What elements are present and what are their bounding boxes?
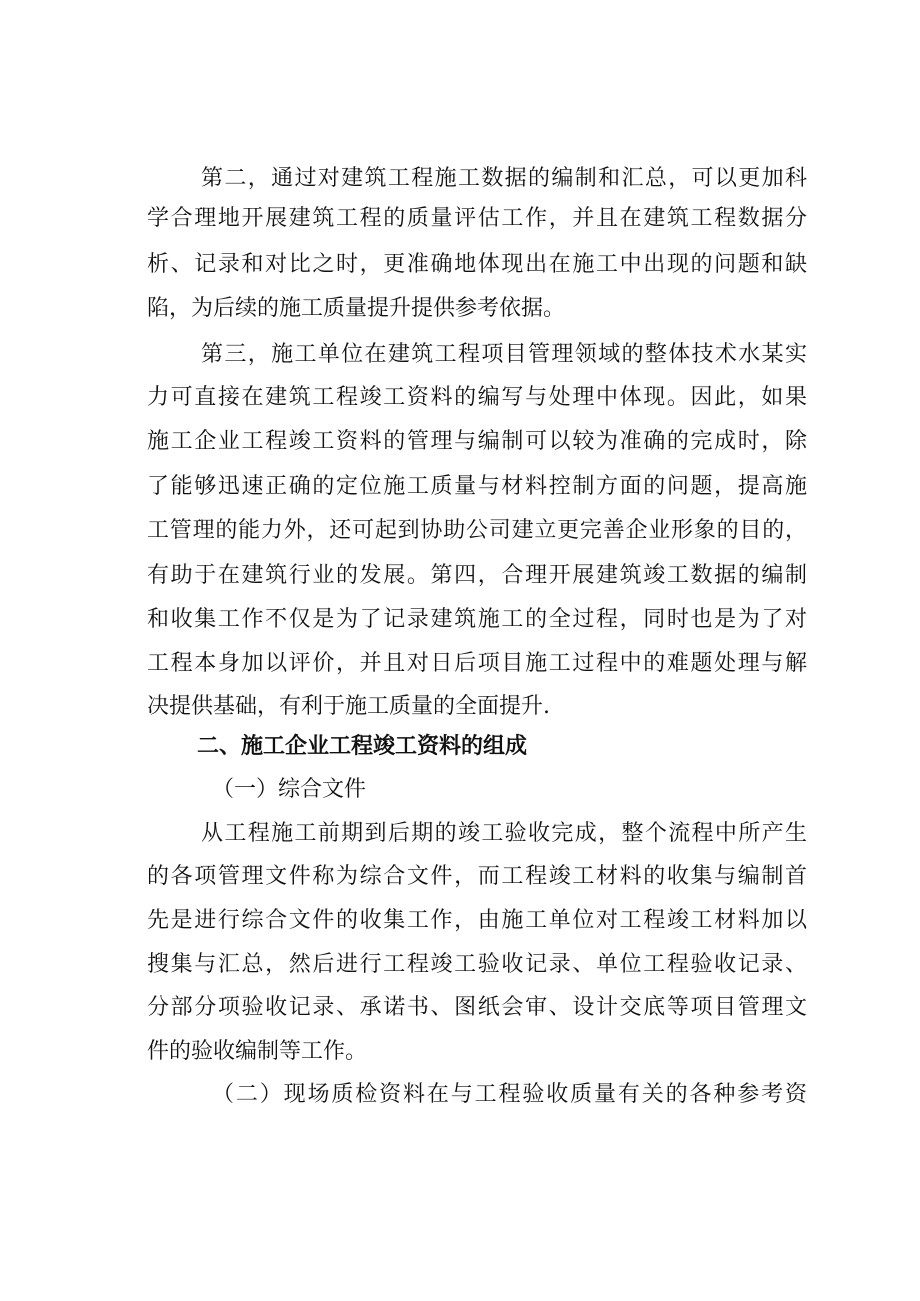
paragraph-third-line-7: 和收集工作不仅是为了记录建筑施工的全过程，同时也是为了对 bbox=[147, 607, 807, 632]
paragraph-fourth-line-6: 件的验收编制等工作。 bbox=[147, 1039, 368, 1064]
section-heading: 二、施工企业工程竣工资料的组成 bbox=[197, 734, 528, 759]
paragraph-fourth-line-1: 从工程施工前期到后期的竣工验收完成，整个流程中所产生 bbox=[201, 821, 807, 846]
paragraph-second-line-3: 析、记录和对比之时，更准确地体现出在施工中出现的问题和缺 bbox=[147, 252, 807, 277]
paragraph-fourth-line-4: 搜集与汇总，然后进行工程竣工验收记录、单位工程验收记录、 bbox=[147, 952, 807, 977]
paragraph-fourth-line-3: 先是进行综合文件的收集工作，由施工单位对工程竣工材料加以 bbox=[147, 908, 807, 933]
paragraph-second-line-1: 第二，通过对建筑工程施工数据的编制和汇总，可以更加科 bbox=[201, 166, 807, 191]
paragraph-third-line-3: 施工企业工程竣工资料的管理与编制可以较为准确的完成时，除 bbox=[147, 429, 807, 454]
subsection-site-inspection-line-1: （二）现场质检资料在与工程验收质量有关的各种参考资 bbox=[212, 1082, 807, 1107]
paragraph-fourth-line-5: 分部分项验收记录、承诺书、图纸会审、设计交底等项目管理文 bbox=[147, 995, 807, 1020]
subsection-comprehensive-documents-title: （一）综合文件 bbox=[212, 777, 367, 802]
paragraph-second-line-4: 陷，为后续的施工质量提升提供参考依据。 bbox=[147, 296, 566, 321]
paragraph-third-line-2: 力可直接在建筑工程竣工资料的编写与处理中体现。因此，如果 bbox=[147, 385, 807, 410]
paragraph-third-line-1: 第三，施工单位在建筑工程项目管理领域的整体技术水某实 bbox=[201, 342, 807, 367]
paragraph-third-line-9: 决提供基础，有利于施工质量的全面提升. bbox=[147, 694, 550, 719]
paragraph-third-line-5: 工管理的能力外，还可起到协助公司建立更完善企业形象的目的， bbox=[147, 518, 807, 543]
paragraph-third-line-6: 有助于在建筑行业的发展。第四，合理开展建筑竣工数据的编制 bbox=[147, 563, 807, 588]
paragraph-third-line-4: 了能够迅速正确的定位施工质量与材料控制方面的问题，提高施 bbox=[147, 474, 807, 499]
paragraph-fourth-line-2: 的各项管理文件称为综合文件，而工程竣工材料的收集与编制首 bbox=[147, 864, 807, 889]
paragraph-second-line-2: 学合理地开展建筑工程的质量评估工作，并且在建筑工程数据分 bbox=[147, 206, 807, 231]
paragraph-third-line-8: 工程本身加以评价，并且对日后项目施工过程中的难题处理与解 bbox=[147, 651, 807, 676]
